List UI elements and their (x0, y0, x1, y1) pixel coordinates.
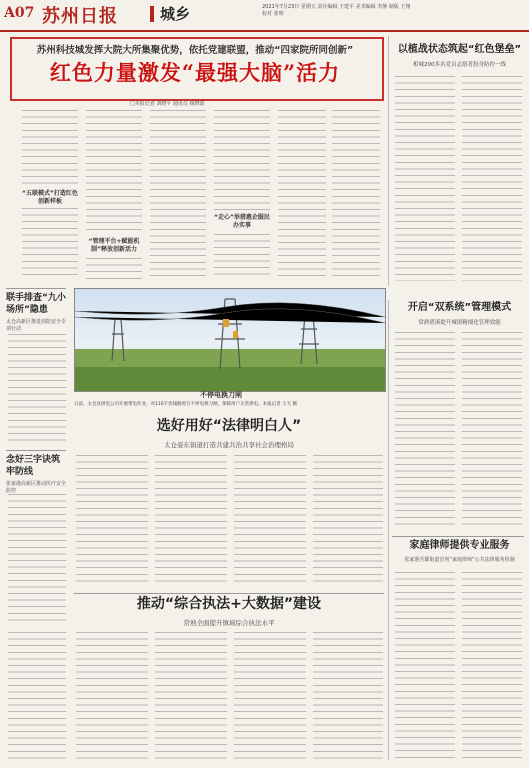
lead-column-4b (214, 234, 270, 280)
lead-kicker: 苏州科技城发挥大院大所集聚优势，依托党建联盟，推动“四家院所同创新” (36, 45, 354, 56)
dateline: 2021年7月23日 星期五 责任编辑 王建平 美术编辑 李静 制版 王翔 校对 张明 (262, 4, 411, 17)
left-lower-body (8, 494, 66, 624)
right-lower-column-2 (462, 572, 522, 762)
lead-column-2b (86, 258, 142, 280)
lead-column-6 (332, 110, 380, 280)
left-middle-body (8, 334, 66, 444)
divider (392, 536, 524, 537)
bottom-column-4 (313, 632, 383, 762)
divider (6, 288, 66, 289)
left-lower-subhead: 张家港高新区推动医疗安全防控 (6, 481, 67, 494)
left-middle-subhead: 太仓高新区推进消防安全专项行动 (6, 319, 67, 332)
lead-column-5 (278, 110, 326, 280)
right-middle-column-2 (462, 332, 522, 530)
column-divider-2 (388, 300, 389, 760)
center-middle-headline: 选好用好“法律明白人” (156, 418, 302, 434)
section-marker (150, 6, 154, 22)
center-middle-subhead: 太仓姿东街道打造共建共治共享社会治理格局 (164, 441, 294, 449)
lead-subhead-3: “走心”举措惠企服民办实事 (214, 214, 270, 229)
page-number: A07 (4, 5, 35, 21)
lead-column-1 (22, 110, 78, 188)
lead-byline: □本报记者 刘晓平 通讯员 杨晓波 (130, 101, 205, 107)
lead-column-1b (22, 208, 78, 278)
lead-column-2 (86, 110, 142, 230)
column-divider (388, 36, 389, 286)
right-top-subhead: 相城200多名党员志愿者投身防控一线 (413, 62, 506, 68)
center-middle-column-3 (234, 455, 306, 587)
photo-image (75, 289, 385, 391)
right-top-headline: 以植战状态筑起“红色堡垒” (397, 44, 522, 55)
news-photo (74, 288, 386, 392)
bottom-column-2 (155, 632, 227, 762)
photo-caption-title: 不停电换刀闸 (200, 391, 242, 399)
lead-subhead-2: “管理平台+赋能机制”释放创新活力 (88, 238, 140, 253)
right-lower-column-1 (395, 572, 455, 762)
left-lower-headline: 念好三字诀筑牢防线 (6, 455, 61, 477)
left-bottom-body (8, 632, 66, 762)
bottom-column-1 (76, 632, 148, 762)
center-middle-column-1 (76, 455, 148, 587)
right-lower-subhead: 张家港吾都街道首创“家庭律师”公共法律服务机制 (404, 557, 515, 563)
center-middle-column-4 (313, 455, 383, 587)
center-middle-column-2 (155, 455, 227, 587)
bottom-column-3 (234, 632, 306, 762)
lead-subhead-1: “五联模式”打造红色创新样板 (22, 190, 78, 205)
right-middle-subhead: 常熟碧溪提升城镇精细化管理效能 (418, 320, 501, 326)
section-title: 城乡 (160, 5, 191, 23)
photo-caption: 日前，太仓县供电公司开展带电作业，对110千伏线路进行不停电换刀闸，保障用户正常供电。本报记者 王天 摄 (74, 402, 297, 407)
right-middle-headline: 开启“双系统”管理模式 (407, 302, 512, 313)
right-top-column-1 (395, 76, 455, 281)
bottom-headline: 推动“综合执法+大数据”建设 (136, 596, 322, 612)
right-middle-column-1 (395, 332, 455, 530)
divider (6, 450, 66, 451)
lead-column-3 (150, 110, 206, 280)
left-middle-headline: 联手排查“九小场所”隐患 (6, 293, 66, 315)
right-top-column-2 (462, 76, 522, 281)
divider (74, 593, 384, 594)
bottom-subhead: 常熟全面提升镇域综合执法水平 (183, 619, 275, 627)
lead-headline: 红色力量激发“最强大脑”活力 (49, 60, 341, 85)
newspaper-logo: 苏州日报 (42, 6, 118, 27)
right-lower-headline: 家庭律师提供专业服务 (409, 540, 510, 551)
lead-column-4 (214, 110, 270, 210)
